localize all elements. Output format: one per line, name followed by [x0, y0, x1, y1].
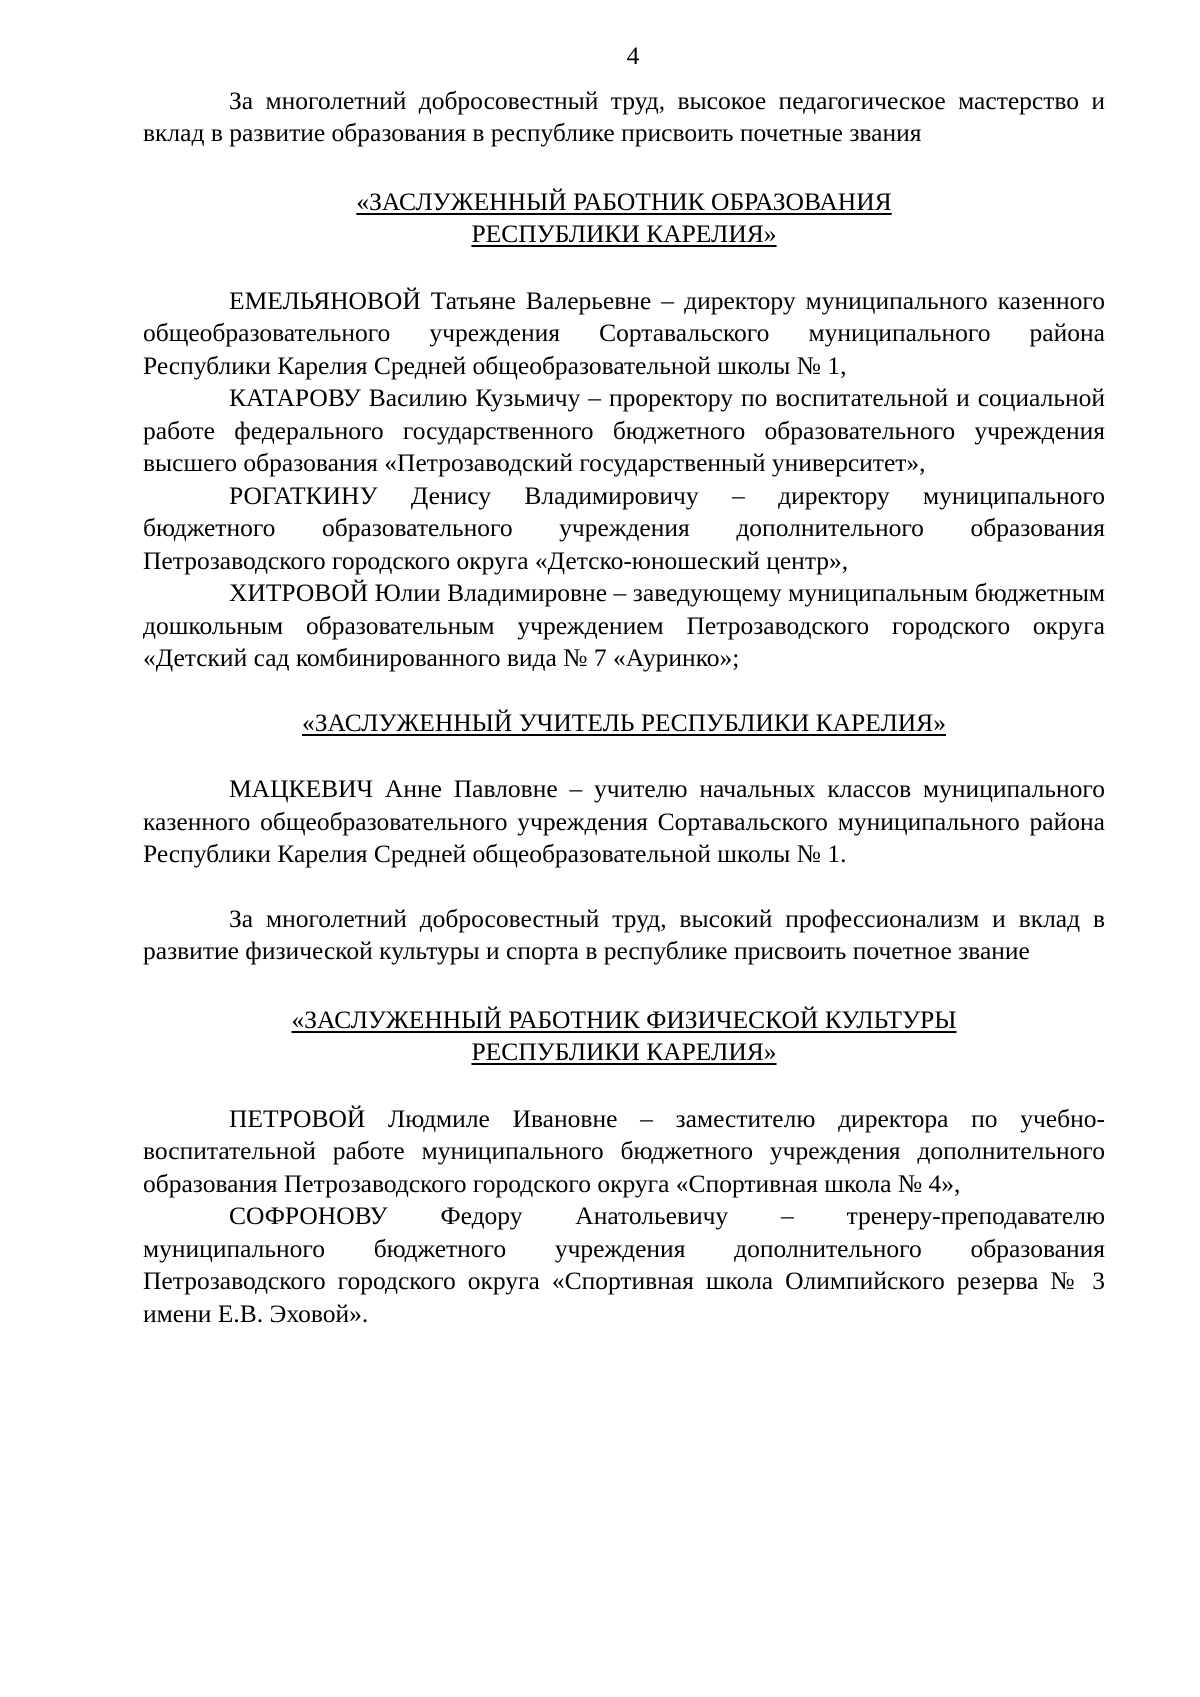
awardee-paragraph: ЕМЕЛЬЯНОВОЙ Татьяне Валерьевне – директору муниципального казенного общеобразовательного учреждения Сортавальского муниципального района Республики Карелия Средней общеобразовательной школы № 1, — [143, 285, 1105, 380]
document-page — [143, 40, 1105, 1362]
heading-line: РЕСПУБЛИКИ КАРЕЛИЯ» — [471, 219, 777, 248]
awardee-paragraph: ХИТРОВОЙ Юлии Владимировне – заведующему муниципальным бюджетным дошкольным образовательным учреждением Петрозаводского городского округа «Детский сад комбинированного вида № 7 «Ауринко»; — [143, 578, 1105, 672]
page-number: 4 — [626, 41, 640, 70]
heading-line: «ЗАСЛУЖЕННЫЙ РАБОТНИК ФИЗИЧЕСКОЙ КУЛЬТУРЫ — [291, 1004, 957, 1034]
awardee-paragraph: МАЦКЕВИЧ Анне Павловне – учителю начальных классов муниципального казенного общеобразовательного учреждения Сортавальского муниципального района Республики Карелия Средней общеобразовательной школы № 1. — [143, 774, 1105, 868]
intro-paragraph-education: За многолетний добросовестный труд, высокое педагогическое мастерство и вклад в развитие образования в республике присвоить почетные звания — [143, 85, 1105, 147]
heading-honored-education-worker — [143, 186, 1105, 251]
heading-line: «ЗАСЛУЖЕННЫЙ РАБОТНИК ОБРАЗОВАНИЯ — [356, 186, 892, 216]
heading-line: «ЗАСЛУЖЕННЫЙ УЧИТЕЛЬ РЕСПУБЛИКИ КАРЕЛИЯ» — [302, 707, 946, 737]
awardee-list-teacher — [143, 773, 1105, 871]
awardee-paragraph: КАТАРОВУ Василию Кузьмичу – проректору по воспитательной и социальной работе федерального государственного бюджетного образовательного учреждения высшего образования «Петрозаводский государственный университет», — [143, 383, 1105, 477]
awardee-paragraph: ПЕТРОВОЙ Людмиле Ивановне – заместителю директора по учебно-воспитательной работе муниципального бюджетного учреждения дополнительного образования Петрозаводского городского округа «Спортивная школа № 4», — [143, 1103, 1105, 1198]
heading-line: РЕСПУБЛИКИ КАРЕЛИЯ» — [471, 1037, 777, 1066]
heading-honored-teacher — [143, 707, 1105, 740]
awardee-paragraph: СОФРОНОВУ Федору Анатольевичу – тренеру-преподавателю муниципального бюджетного учреждения дополнительного образования Петрозаводского городского округа «Спортивная школа Олимпийского резерва № 3 имени Е.В. Эховой». — [143, 1201, 1105, 1328]
heading-honored-sport-worker — [143, 1004, 1105, 1069]
awardee-paragraph: РОГАТКИНУ Денису Владимировичу – директору муниципального бюджетного образовательного учреждения дополнительного образования Петрозаводского городского округа «Детско-юношеский центр», — [143, 480, 1105, 575]
intro-paragraph-sport: За многолетний добросовестный труд, высокий профессионализм и вклад в развитие физической культуры и спорта в республике присвоить почетное звание — [143, 903, 1105, 965]
awardee-list-sport — [143, 1103, 1105, 1331]
awardee-list-education — [143, 285, 1105, 675]
